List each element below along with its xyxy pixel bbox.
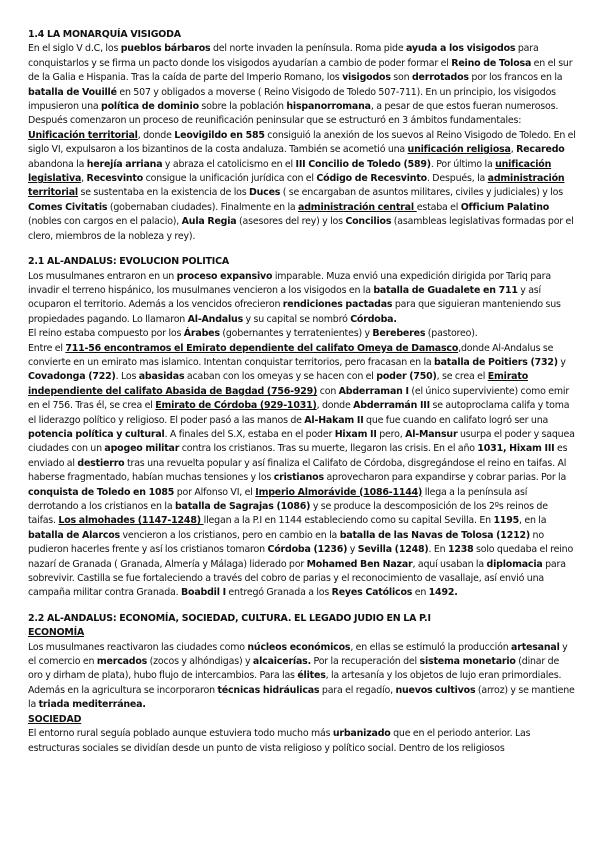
body-text: por Alfonso VI, el: [174, 486, 256, 498]
body-text: que en el periodo anterior. Las estructuras sociales se dividían desde un punto de vista religioso y político social. Dentro de los religiosos: [28, 728, 531, 754]
emphasis-text: Recaredo: [516, 144, 565, 156]
body-text: (arroz) y se mantiene la: [28, 684, 575, 711]
emphasis-text: hispanorromana: [286, 101, 371, 113]
body-text: El entorno rural seguía poblado aunque estuviera todo mucho más: [28, 728, 333, 740]
body-text: y el comercio en: [28, 641, 568, 668]
emphasis-text: Al-Mansur: [405, 428, 458, 440]
body-text: y su capital se nombró: [243, 313, 351, 325]
body-text: . Por último la: [430, 158, 496, 170]
emphasis-text: Los almohades (1147-1248): [58, 515, 204, 527]
body-text: se autoproclama califa y toma el liderazgo político y religioso. El poder pasó a las manos de: [28, 400, 570, 426]
emphasis-text: 1031, Hixam III: [477, 443, 555, 455]
body-text: consiguió la anexión de los suevos al Reino Visigodo de Toledo. En el siglo VI, expulsaron a los bizantinos de la costa andaluza. También se acometió una: [28, 129, 576, 156]
emphasis-text: Duces: [248, 187, 281, 199]
paragraph-economia: [28, 641, 576, 713]
body-text: en: [412, 587, 429, 599]
body-text: , en ellas se estimuló la producción: [350, 641, 512, 653]
body-text: para sobrevivir. Castilla se fue fortaleciendo a través del cobro de parias y el reconocimiento de vasallaje, así envió una campaña militar contra Granada.: [28, 558, 566, 599]
emphasis-text: Código de Recesvinto: [316, 173, 427, 185]
paragraph-al-andalus-politica: [28, 270, 576, 601]
body-text: , aquí usaban la: [412, 558, 487, 570]
emphasis-text: Árabes: [183, 328, 220, 340]
body-text: (pastoreo).: [425, 328, 478, 340]
body-text: (gobernantes y terratenientes) y: [219, 328, 373, 340]
emphasis-text: 1195: [493, 515, 519, 527]
body-text: ,: [510, 144, 517, 156]
emphasis-text: 1492.: [428, 587, 458, 599]
emphasis-text: Recesvinto: [86, 173, 144, 185]
emphasis-text: Al-Andalus: [187, 313, 244, 325]
section-heading-monarquia-visigoda: 1.4 LA MONARQUÍA VISIGODA: [28, 29, 181, 40]
subheading-sociedad: SOCIEDAD: [28, 713, 82, 725]
body-text: En el siglo V d.C, los: [28, 43, 121, 55]
document-page: [28, 28, 576, 756]
emphasis-text: herejía arriana: [86, 158, 163, 170]
emphasis-text: Aula Regia: [181, 216, 237, 228]
emphasis-text: apogeo militar: [104, 443, 180, 455]
body-text: vencieron a los cristianos, pero en cambio en la: [120, 529, 340, 541]
body-text: ,donde Al-Andalus se convierte en un emirato mas islamico. Intentan conquistar territorios, pero fracasan en la: [28, 342, 554, 368]
paragraph-sociedad: [28, 727, 576, 756]
body-text: Los musulmanes entraron en un: [28, 270, 177, 282]
body-text: aprovecharon para expandirse y cobrar parias. Por la: [323, 472, 567, 484]
body-text: son: [390, 72, 412, 84]
body-text: El reino estaba compuesto por los: [28, 328, 184, 340]
body-text: imparable. Muza envió una expedición dirigida por Tariq para invadir el terreno hispánico, los musulmanes vencieron a los visigodos en la: [28, 270, 551, 296]
body-text: (el único superviviente) como emir en el 756. Tras él, se crea el: [28, 385, 570, 412]
emphasis-text: batalla de Guadalete en 711: [373, 284, 518, 296]
body-text: ,: [81, 173, 87, 185]
emphasis-text: urbanizado: [332, 728, 391, 740]
emphasis-text: 711-56 encontramos el Emirato dependiente del califato Omeya de Damasco: [65, 342, 459, 354]
body-text: , la artesanía y los objetos de lujo eran primordiales. Además en la agricultura se incorporaron: [28, 670, 562, 696]
body-text: pero,: [376, 428, 406, 440]
emphasis-text: Comes Civitatis: [28, 201, 108, 213]
emphasis-text: Concilios: [345, 216, 392, 228]
emphasis-text: élites: [297, 670, 326, 682]
emphasis-text: Emirato independiente del califato Abasida de Bagdad (756-929): [28, 371, 528, 397]
body-text: y abraza el catolicismo en el: [162, 158, 296, 170]
section-heading-al-andalus-economia: 2.2 AL-ANDALUS: ECONOMÍA, SOCIEDAD, CULTURA. EL LEGADO JUDIO EN LA P.I: [28, 612, 431, 624]
emphasis-text: Bereberes: [372, 328, 426, 340]
emphasis-text: sistema monetario: [419, 656, 516, 668]
body-text: contra los cristianos. Tras su muerte, llegaron las crisis. En el año: [179, 443, 478, 455]
emphasis-text: unificación legislativa: [28, 158, 552, 185]
emphasis-text: Emirato de Córdoba (929-1031): [155, 400, 317, 412]
emphasis-text: núcleos económicos: [247, 641, 351, 653]
body-text: (asesores del rey) y los: [236, 216, 346, 228]
body-text: llegan a la P.I en 1144 estableciendo como su capital Sevilla. En: [203, 515, 494, 527]
emphasis-text: batalla de Sagrajas (1086): [174, 501, 311, 512]
emphasis-text: potencia política y cultural: [28, 428, 165, 440]
emphasis-text: Sevilla (1248): [357, 544, 429, 556]
body-text: por los francos en la: [468, 72, 563, 84]
body-text: Entre el: [28, 342, 66, 354]
body-text: llega a la península así derrotando a los cristianos en la: [28, 486, 528, 512]
emphasis-text: mercados: [96, 656, 148, 668]
body-text: , se crea el: [436, 371, 488, 383]
body-text: (nobles con cargos en el palacio),: [28, 216, 182, 228]
body-text: con: [317, 385, 339, 397]
body-text: y: [347, 544, 358, 556]
emphasis-text: Hixam II: [334, 428, 377, 440]
emphasis-text: Córdoba (1236): [267, 544, 348, 556]
body-text: en el sur de la Galia e Hispania. Tras la caída de parte del Imperio Romano, los: [28, 57, 573, 84]
emphasis-text: Reino de Tolosa: [451, 57, 532, 69]
body-text: acaban con los omeyas y se hacen con el: [184, 371, 377, 383]
body-text: y así ocuparon el territorio. Además a los vencidos ofrecieron: [28, 284, 541, 311]
body-text: , donde: [316, 400, 354, 412]
emphasis-text: abasidas: [138, 371, 185, 383]
body-text: que fue cuando en califato logró ser una: [363, 414, 549, 426]
emphasis-text: ayuda a los visigodos: [406, 43, 516, 55]
body-text: (asambleas legislativas formadas por el clero, miembros de la nobleza y rey).: [28, 216, 574, 242]
emphasis-text: rendiciones pactadas: [282, 299, 393, 311]
body-text: no pudieron hacerles frente y así los cristianos tomaron: [28, 529, 544, 556]
emphasis-text: batalla de Vouillé: [28, 86, 117, 98]
body-text: . A finales del S.X, estaba en el poder: [164, 428, 335, 440]
emphasis-text: Abderraman I: [338, 385, 409, 397]
emphasis-text: Abderramán III: [353, 400, 430, 412]
emphasis-text: Leovigildo en 585: [174, 129, 265, 141]
paragraph-monarquia-visigoda: [28, 42, 576, 244]
body-text: , en la: [519, 515, 547, 527]
body-text: Por la recuperación del: [311, 656, 420, 668]
body-text: (dinar de oro y dirham de plata), hubo flujo de intercambios. Para las: [28, 656, 560, 682]
emphasis-text: administración central: [298, 201, 417, 213]
emphasis-text: batalla de las Navas de Tolosa (1212): [339, 529, 530, 541]
body-text: del norte invaden la península. Roma pide: [210, 43, 407, 55]
emphasis-text: administración territorial: [28, 173, 565, 199]
emphasis-text: poder (750): [376, 371, 437, 383]
emphasis-text: nuevos cultivos: [395, 684, 476, 696]
body-text: solo quedaba el reino nazarí de Granada ( Granada, Almería y Málaga) liderado por: [28, 544, 574, 570]
body-text: para conquistarlos y se firma un pacto donde los visigodos ayudarían a cambio de poder formar el: [28, 43, 539, 69]
emphasis-text: Córdoba.: [350, 313, 397, 325]
body-text: estaba el: [416, 201, 461, 213]
emphasis-text: técnicas hidráulicas: [217, 684, 320, 696]
emphasis-text: triada mediterránea.: [38, 699, 146, 711]
body-text: . Después, la: [426, 173, 488, 185]
emphasis-text: proceso expansivo: [176, 270, 273, 282]
emphasis-text: diplomacia: [486, 558, 543, 570]
emphasis-text: unificación religiosa: [407, 144, 511, 156]
emphasis-text: Mohamed Ben Nazar: [306, 558, 413, 570]
body-text: usurpa el poder y saquea ciudades con un: [28, 428, 575, 455]
emphasis-text: visigodos: [342, 72, 391, 84]
body-text: . Los: [115, 371, 139, 383]
emphasis-text: artesanal: [511, 641, 560, 653]
body-text: ( se encargaban de asuntos militares, civiles y judiciales) y los: [280, 187, 563, 199]
emphasis-text: cristianos: [273, 472, 324, 484]
emphasis-text: derrotados: [411, 72, 469, 84]
emphasis-text: Imperio Almorávide (1086-1144): [255, 486, 423, 498]
body-text: . En: [428, 544, 448, 556]
emphasis-text: Unificación territorial: [28, 129, 138, 141]
emphasis-text: III Concilio de Toledo (589): [295, 158, 431, 170]
emphasis-text: política de dominio: [101, 101, 199, 113]
emphasis-text: Officium Palatino: [460, 201, 550, 213]
body-text: (gobernaban ciudades). Finalmente en la: [107, 201, 299, 213]
body-text: se sustentaba en la existencia de los: [77, 187, 249, 199]
body-text: , a pesar de que estos fueran numerosos. Después comenzaron un proceso de reunificación peninsular que se estructuró en 3 ámbitos fundamentales:: [28, 101, 559, 127]
body-text: entregó Granada a los: [225, 587, 332, 599]
emphasis-text: conquista de Toledo en 1085: [28, 486, 175, 498]
body-text: para que siguieran manteniendo sus propiedades pagando. Lo llamaron: [28, 299, 561, 325]
emphasis-text: 1238: [447, 544, 474, 556]
body-text: , donde: [137, 129, 175, 141]
body-text: sobre la población: [198, 101, 287, 113]
body-text: Los musulmanes reactivaron las ciudades como: [28, 641, 248, 653]
body-text: (zocos y alhóndigas) y: [147, 656, 253, 668]
emphasis-text: batalla de Poitiers (732): [434, 356, 558, 368]
emphasis-text: pueblos bárbaros: [120, 43, 211, 55]
section-heading-al-andalus-politica: 2.1 AL-ANDALUS: EVOLUCION POLITICA: [28, 256, 229, 268]
emphasis-text: Reyes Católicos: [331, 587, 413, 599]
body-text: en 507 y obligados a moverse ( Reino Visigodo de Toledo 507-711). En un principio, los visigodos impusieron una: [28, 86, 556, 113]
emphasis-text: batalla de Alarcos: [28, 529, 120, 541]
emphasis-text: Boabdil I: [181, 587, 226, 599]
body-text: es enviado al: [28, 443, 568, 469]
emphasis-text: destierro: [77, 457, 125, 469]
subheading-economia: ECONOMÍA: [28, 627, 85, 639]
emphasis-text: Covadonga (722): [28, 371, 116, 383]
emphasis-text: alcaicerías.: [252, 656, 312, 668]
body-text: tras una revuelta popular y así finaliza el Califato de Córdoba, disgregándose el reino en taifas. Al haberse fragmentado, habían muchas tensiones y los: [28, 457, 567, 484]
body-text: para el regadío,: [319, 684, 396, 696]
body-text: consigue la unificación jurídica con el: [143, 173, 317, 185]
body-text: y: [557, 356, 566, 368]
body-text: abandona la: [28, 158, 87, 170]
emphasis-text: Al-Hakam II: [304, 414, 364, 426]
body-text: y se produce la descomposición de los 2ºs reinos de taifas.: [28, 501, 548, 527]
